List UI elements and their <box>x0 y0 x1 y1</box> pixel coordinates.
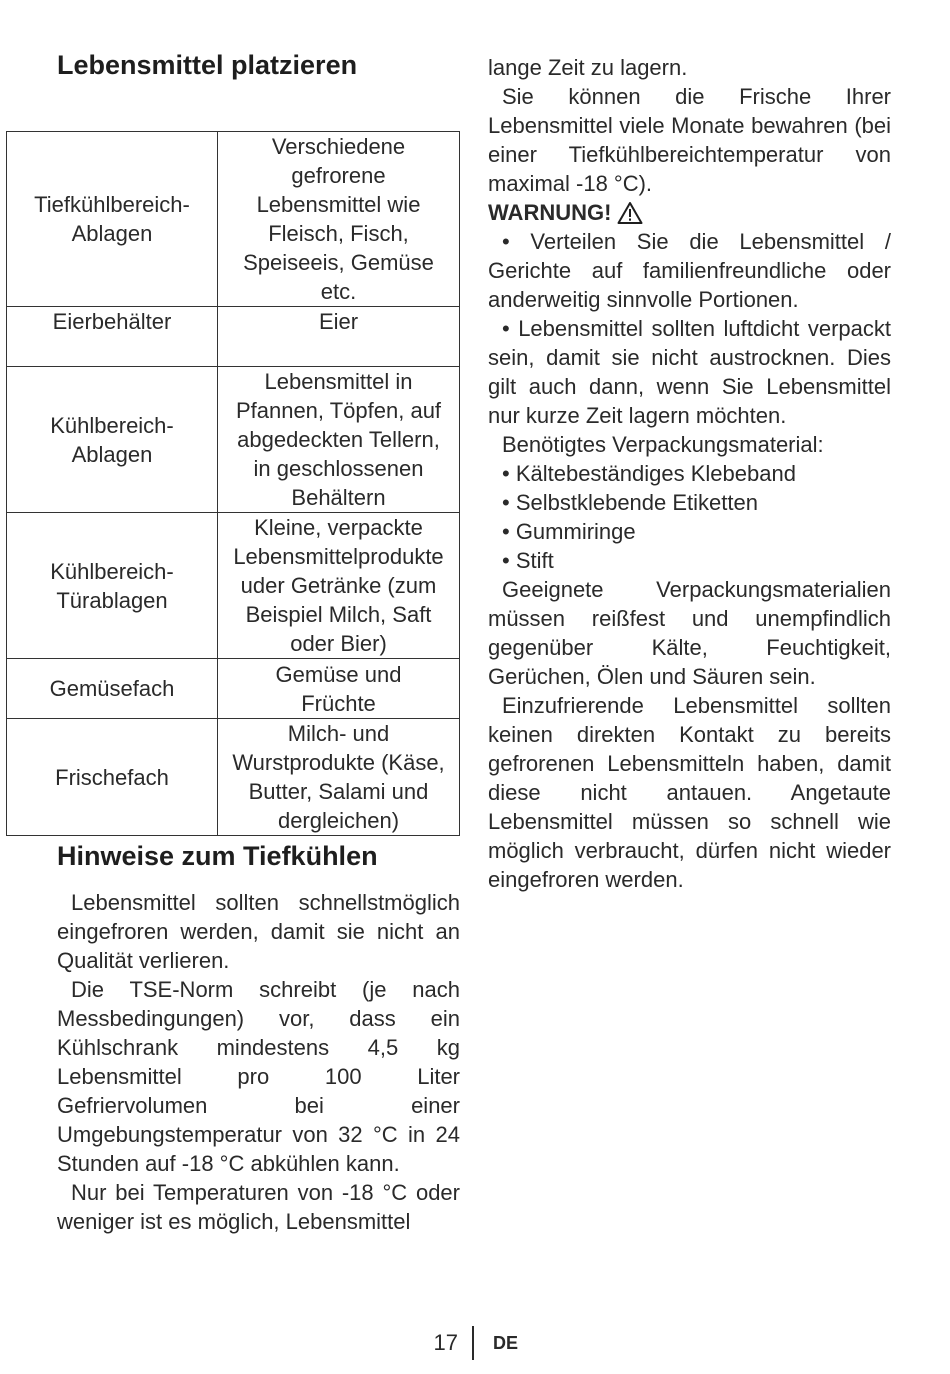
paragraph: Nur bei Temperaturen von -18 °C oder weniger ist es möglich, Lebensmittel <box>57 1180 460 1234</box>
table-row <box>7 367 460 513</box>
language-code: DE <box>493 1333 519 1353</box>
paragraph: Sie können die Frische Ihrer Lebensmittel viele Monate bewahren (bei einer Tiefkühlbereichtemperatur von maximal -18 °C). <box>488 84 891 196</box>
compartment-cell: Eierbehälter <box>7 307 218 367</box>
table-row <box>7 719 460 836</box>
contents-cell: Lebensmittel in Pfannen, Töpfen, auf abgedeckten Tellern, in geschlossenen Behältern <box>218 367 460 513</box>
compartment-cell: Tiefkühlbereich- Ablagen <box>7 132 218 307</box>
contents-cell: Verschiedene gefrorene Lebensmittel wie Fleisch, Fisch, Speiseeis, Gemüse etc. <box>218 132 460 307</box>
table-row <box>7 307 460 367</box>
materials-intro: Benötigtes Verpackungsmaterial: <box>502 432 824 457</box>
page-footer <box>0 1326 950 1360</box>
footer-divider <box>472 1326 474 1360</box>
paragraph: lange Zeit zu lagern. <box>488 55 688 80</box>
paragraph: Einzufrierende Lebensmittel sollten keinen direkten Kontakt zu bereits gefrorenen Lebensmitteln haben, damit diese nicht antauen. Angetaute Lebensmittel müssen so schnell wie möglich verbraucht, dürfen nicht wieder eingefroren werden. <box>488 693 891 892</box>
compartment-cell: Gemüsefach <box>7 659 218 719</box>
section-title-placing: Lebensmittel platzieren <box>57 50 358 80</box>
paragraph: Geeignete Verpackungsmaterialien müssen reißfest und unempfindlich gegenüber Kälte, Feuchtigkeit, Gerüchen, Ölen und Säuren sein. <box>488 577 891 689</box>
compartment-cell: Frischefach <box>7 719 218 836</box>
compartment-cell: Kühlbereich- Türablagen <box>7 513 218 659</box>
page-number: 17 <box>433 1330 458 1355</box>
contents-cell: Kleine, verpackte Lebensmittelprodukte uder Getränke (zum Beispiel Milch, Saft oder Bier) <box>218 513 460 659</box>
paragraph: Die TSE-Norm schreibt (je nach Messbedingungen) vor, dass ein Kühlschrank mindestens 4,5 kg Lebensmittel pro 100 Liter Gefriervolumen bei einer Umgebungstemperatur von 32 °C in 24 Stunden auf -18 °C abkühlen kann. <box>57 977 460 1176</box>
warning-label: WARNUNG! <box>488 200 612 225</box>
bullet-paragraph: • Lebensmittel sollten luftdicht verpackt sein, damit sie nicht austrocknen. Dies gilt auch dann, wenn Sie Lebensmittel nur kurze Zeit lagern möchten. <box>488 316 891 428</box>
contents-cell: Gemüse und Früchte <box>218 659 460 719</box>
list-item: • Selbstklebende Etiketten <box>502 490 758 515</box>
bullet-paragraph: • Verteilen Sie die Lebensmittel / Gerichte auf familienfreundliche oder anderweitig sinnvolle Portionen. <box>488 229 891 312</box>
storage-table <box>6 131 460 836</box>
compartment-cell: Kühlbereich- Ablagen <box>7 367 218 513</box>
contents-cell: Eier <box>218 307 460 367</box>
list-item: • Kältebeständiges Klebeband <box>502 461 796 486</box>
paragraph: Lebensmittel sollten schnellstmöglich eingefroren werden, damit sie nicht an Qualität verlieren. <box>57 890 460 973</box>
freezing-notes-continued <box>488 53 891 894</box>
table-row <box>7 132 460 307</box>
table-row <box>7 513 460 659</box>
contents-cell: Milch- und Wurstprodukte (Käse, Butter, Salami und dergleichen) <box>218 719 460 836</box>
freezing-notes-text <box>57 888 460 1236</box>
section-title-freezing: Hinweise zum Tiefkühlen <box>57 841 378 871</box>
warning-heading <box>488 198 891 227</box>
table-row <box>7 659 460 719</box>
list-item: • Stift <box>502 548 554 573</box>
warning-triangle-icon <box>617 201 643 225</box>
list-item: • Gummiringe <box>502 519 636 544</box>
